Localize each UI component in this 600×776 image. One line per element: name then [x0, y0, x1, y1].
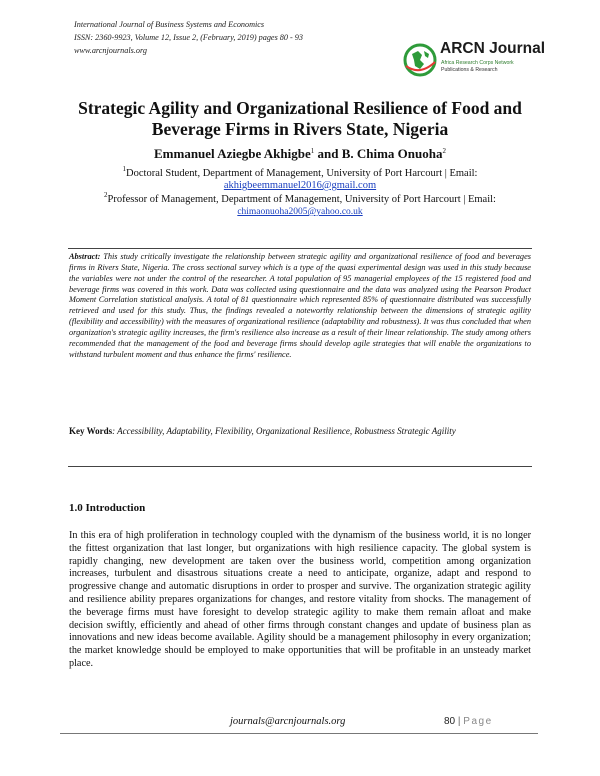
affiliation-1-email-link[interactable]: akhigbeemmanuel2016@gmail.com [223, 180, 377, 191]
affiliation-2-text: Professor of Management, Department of Management, University of Port Harcourt | Email: [107, 194, 496, 205]
affiliation-2-superscript: 2 [104, 191, 108, 199]
introduction-paragraph: In this era of high proliferation in technology coupled with the dynamism of the business world, it is no longer the fittest organization that last longer, but organizations with high resilience capacity. The global system is rapidly changing, new development are taken over the business world, competition among organization increases, turbulent and disastrous situations create a need to anticipate, organize, adapt and respond to progressive change and automatic disruptions in order to prosper and survive. The organization strategic agility and resilience ability prepares organizations for changes, and restore vitality from shocks. The management of the beverage firms must have foresight to develop strategic agility to make them remain afloat and make decision swiftly, efficiently and ahead of other firms through constant changes and update of business plan as innovations and new ideas become available. Agility should be a management philosophy in every organization; the market knowledge should be employed to make opportunities that will be profitable in an unsteady market place. [69, 530, 531, 669]
keywords-block [69, 422, 531, 440]
author-1: Emmanuel Aziegbe Akhigbe [153, 146, 311, 161]
journal-header [74, 18, 404, 57]
arcn-logo [402, 40, 546, 84]
abstract-label: Abstract: [69, 252, 101, 261]
page-number: 80 [444, 716, 456, 727]
logo-name: ARCN Journal [440, 40, 546, 57]
paper-title: Strategic Agility and Organizational Resilience of Food and Beverage Firms in Rivers State, Nigeria [78, 98, 522, 139]
footer-divider [60, 733, 538, 734]
section-heading: 1.0 Introduction [69, 502, 146, 514]
journal-website: www.arcnjournals.org [74, 46, 147, 55]
affiliation-2 [60, 189, 540, 218]
journal-issn: ISSN: 2360-9923, Volume 12, Issue 2, (February, 2019) pages 80 - 93 [74, 33, 303, 42]
abstract-block [69, 252, 531, 360]
keywords-text: : Accessibility, Adaptability, Flexibility, Organizational Resilience, Robustness Strategic Agility [112, 426, 456, 436]
author-2: B. Chima Onuoha [341, 146, 443, 161]
abstract-bottom-divider [68, 466, 532, 467]
author-2-superscript: 2 [442, 147, 446, 155]
logo-tagline-2: Publications & Research [441, 67, 498, 73]
affiliation-2-email-link[interactable]: chimaonuoha2005@yahoo.co.uk [237, 207, 363, 217]
affiliation-1-superscript: 1 [122, 165, 127, 173]
keywords-label: Key Words [69, 426, 113, 436]
author-1-superscript: 1 [310, 147, 315, 155]
footer-email: journals@arcnjournals.org [230, 716, 346, 727]
affiliation-1 [60, 163, 540, 192]
page-separator: | [457, 716, 461, 727]
logo-tagline: Africa Research Corps Network [441, 60, 514, 66]
footer-page-number [444, 716, 493, 727]
globe-icon [402, 42, 438, 78]
page-label: Page [463, 716, 493, 727]
abstract-text: This study critically investigate the relationship between strategic agility and organizational resilience of food and beverages firms in Rivers State, Nigeria. The cross sectional survey which is a type of the quasi experimental design was used in this study because the variables were not under the control of the researcher. A total population of 95 managerial employees of the 15 registered food and beverage firms was covered in this work. Data was collected using questionnaire and the data was analyzed using the Pearson Product Moment Correlation statistical analysis. A total of 81 questionnaire which represented 85% of questionnaire distributed was successfully retrieved and used for this study. Thus, the findings revealed a noteworthy relationship between the dimensions of strategic agility (flexibility and accessibility) with the measures of organizational resilience (adaptability and robustness). It was thus concluded that when organization's strategic agility increases, the firm's resilience also increase as a result of their linear relationship. The study among others recommended that the management of the food and beverage firms should develop agile strategies that will enable the organizations to withstand turbulent moment and thus enhance the firms' resilience. [69, 252, 531, 359]
affiliation-1-text: Doctoral Student, Department of Management, University of Port Harcourt | Email: [126, 168, 478, 179]
author-line [60, 146, 540, 162]
author-conjunction: and [317, 146, 339, 161]
journal-name: International Journal of Business Systems and Economics [74, 20, 265, 29]
abstract-top-divider [68, 248, 532, 249]
